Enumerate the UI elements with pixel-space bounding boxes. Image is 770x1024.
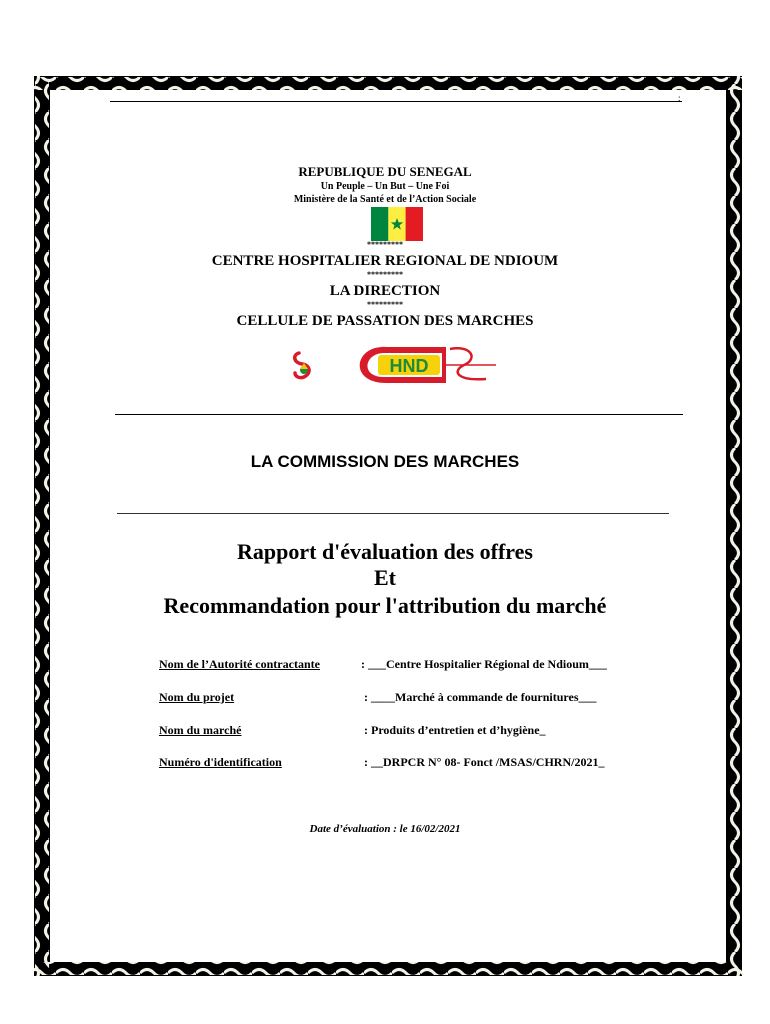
evaluation-date: Date d’évaluation : le 16/02/2021 bbox=[309, 823, 461, 835]
report-title-line1: Rapport d'évaluation des offres bbox=[237, 539, 533, 564]
field-label-market: Nom du marché bbox=[159, 723, 242, 737]
republic-title: REPUBLIQUE DU SENEGAL bbox=[298, 164, 472, 179]
direction-title: LA DIRECTION bbox=[329, 283, 441, 299]
corner-mark: : bbox=[678, 93, 681, 103]
top-rule bbox=[110, 101, 682, 102]
commission-title: LA COMMISSION DES MARCHES bbox=[250, 452, 520, 471]
report-title-line3: Recommandation pour l'attribution du marché bbox=[163, 593, 607, 618]
report-title-line2: Et bbox=[374, 565, 396, 590]
separator-stars: ********* bbox=[367, 300, 403, 309]
field-value-market: : Produits d’entretien et d’hygiène_ bbox=[364, 723, 546, 737]
national-motto: Un Peuple – Un But – Une Foi bbox=[320, 181, 450, 192]
cell-title: CELLULE DE PASSATION DES MARCHES bbox=[236, 313, 534, 329]
separator-stars: ********* bbox=[367, 240, 403, 249]
field-label-project: Nom du projet bbox=[159, 690, 235, 704]
health-ministry-logo bbox=[290, 349, 320, 383]
ministry-name: Ministère de la Santé et de l’Action Sociale bbox=[293, 194, 477, 205]
header-rule bbox=[115, 414, 683, 415]
chnd-logo-text: HND bbox=[389, 356, 429, 376]
field-value-project: : ____Marché à commande de fournitures___ bbox=[364, 690, 597, 704]
commission-rule bbox=[117, 513, 669, 514]
senegal-flag bbox=[371, 207, 423, 241]
field-value-id: : __DRPCR N° 08- Fonct /MSAS/CHRN/2021_ bbox=[364, 755, 605, 769]
chnd-logo bbox=[346, 343, 498, 387]
hospital-name: CENTRE HOSPITALIER REGIONAL DE NDIOUM bbox=[211, 253, 559, 269]
field-value-authority: : ___Centre Hospitalier Régional de Ndioum___ bbox=[361, 657, 607, 671]
separator-stars: ********* bbox=[367, 270, 403, 279]
field-label-authority: Nom de l’Autorité contractante bbox=[159, 657, 320, 671]
field-label-id: Numéro d'identification bbox=[159, 755, 282, 769]
